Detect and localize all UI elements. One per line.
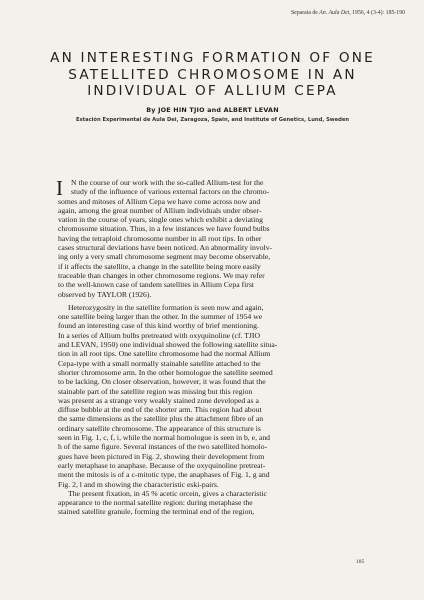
text-line: again, among the great number of Allium individuals under obser- <box>58 205 262 215</box>
journal-name: An. Aula Dei, <box>319 10 351 16</box>
text-line: ordinary satellite chromosome. The appearance of this structure is <box>58 423 261 433</box>
title-line-3: INDIVIDUAL OF ALLIUM CEPA <box>87 83 338 99</box>
text-line: somes and mitoses of Allium Cepa we have come across now and <box>58 196 261 206</box>
text-line: study of the influence of various external factors on the chromo- <box>71 187 270 197</box>
text-line: diffuse bubble at the end of the shorter arm. This region had about <box>58 405 262 415</box>
text-line: cases structural deviations have been noticed. An abnormality involv- <box>58 243 273 253</box>
text-line: shorter chromosome arm. In the other homologue the satellite seemed <box>58 367 273 377</box>
title-block <box>40 50 385 123</box>
text-line: to the well-known case of tandem satellites in Allium Cepa first <box>58 280 254 290</box>
text-line: vation in the course of years, single ones which exhibit a deviating <box>58 215 263 225</box>
text-line: chromosome situation. Thus, in a few instances we have found bulbs <box>58 224 270 234</box>
text-line: h of the same figure. Several instances of the two satellited homolo- <box>58 442 268 452</box>
text-line: and LEVAN, 1950) one individual showed the following satellite situa- <box>58 340 278 350</box>
text-line: Cepa-type with a small normally stainable satellite attached to the <box>58 358 261 368</box>
text-line: In a series of Allium bulbs pretreated with oxyquinoline (cf. TJIO <box>58 330 261 340</box>
text-line: one satellite being larger than the other. In the summer of 1954 we <box>58 312 263 322</box>
text-line: stainable part of the satellite region was missing but this region <box>58 386 253 396</box>
paragraph-2 <box>58 303 376 489</box>
reference-suffix: 1956, 4 (3-4): 185-190 <box>350 10 405 16</box>
text-line: traceable than changes in other chromosome regions. We may refer <box>58 270 265 280</box>
title-line-2: SATELLITED CHROMOSOME IN AN <box>68 66 357 83</box>
page-number: 185 <box>356 559 365 565</box>
authors: By JOE HIN TJIO and ALBERT LEVAN <box>146 105 279 114</box>
text-line: The present fixation, in 45 % acetic orcein, gives a characteristic <box>68 488 267 498</box>
text-line: having the tetraploid chromosome number in all root tips. In other <box>58 233 262 243</box>
text-line: Heterozygosity in the satellite formation is seen now and again, <box>68 302 264 312</box>
text-line: observed by TAYLOR (1926). <box>58 289 152 299</box>
text-line: seen in Fig. 1, c, f, i, while the normal homologue is seen in b, e, and <box>58 433 271 443</box>
text-line: if it affects the satellite, a change in the satellite being more easily <box>58 261 261 271</box>
text-line: gues have been pictured in Fig. 2, showing their development from <box>58 451 265 461</box>
text-line: was present as a strange very weakly stained zone developed as a <box>58 395 259 405</box>
text-line: appearance to the normal satellite region: during metaphase the <box>58 498 253 508</box>
text-line: ment the mitosis is of a c-mitotic type, the anaphases of Fig. 1, g and <box>58 470 270 480</box>
paragraph-1 <box>58 178 376 299</box>
drop-cap: I <box>56 176 63 200</box>
text-line: found an interesting case of this kind worthy of brief mentioning. <box>58 321 259 331</box>
text-line: stained satellite granule, forming the terminal end of the region, <box>58 507 255 517</box>
paragraph-3 <box>58 489 376 517</box>
title-line-1: AN INTERESTING FORMATION OF ONE <box>50 50 375 66</box>
reference-prefix: Separata de <box>290 10 320 16</box>
text-line: early metaphase to anaphase. Because of the oxyquinoline pretreat- <box>58 460 266 470</box>
text-line: N the course of our work with the so-called Allium-test for the <box>71 178 264 187</box>
text-line: tion in all root tips. One satellite chromosome had the normal Allium <box>58 349 271 359</box>
text-line: the same dimensions as the satellite plus the attachment fibre of an <box>58 414 264 424</box>
text-line: ing only a very small chromosome segment may become observable, <box>58 252 271 262</box>
journal-reference <box>240 10 405 16</box>
affiliation: Estación Experimental de Aula Dei, Zaragoza, Spain, and Institute of Genetics, Lund, Sweden <box>75 116 350 123</box>
text-line: Fig. 2, l and m showing the characteristic eski-pairs. <box>58 479 219 489</box>
article-body <box>58 178 376 517</box>
text-line: to be lacking. On closer observation, however, it was found that the <box>58 377 266 387</box>
